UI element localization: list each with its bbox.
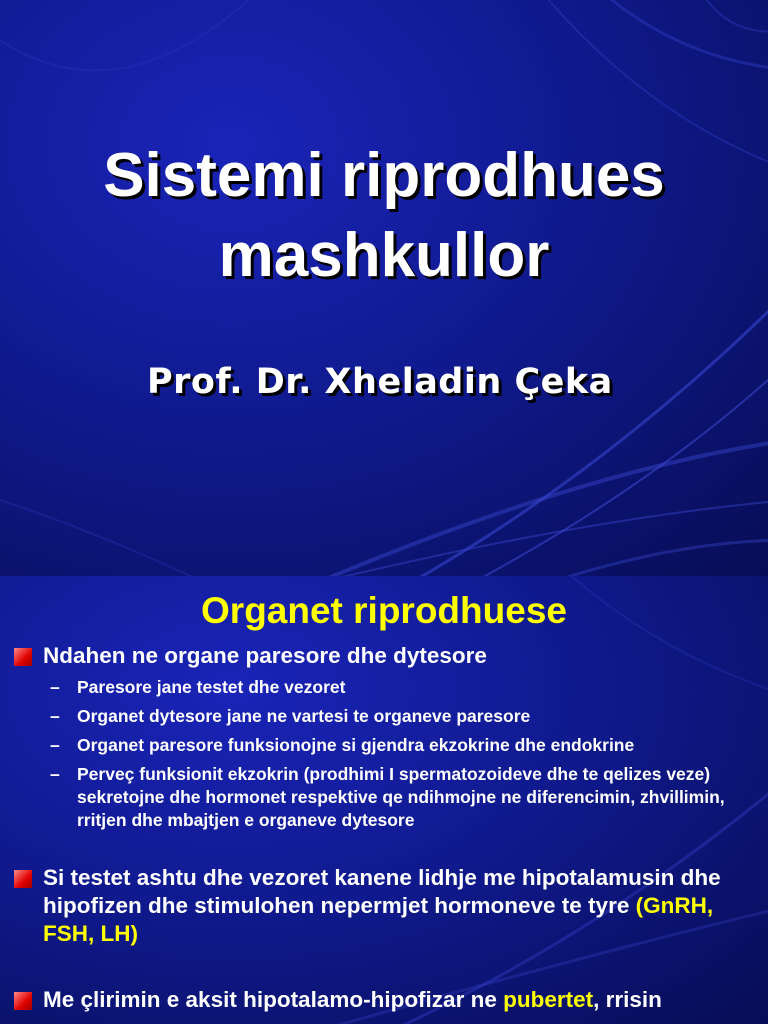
sub-bullet-2: Organet dytesore jane ne vartesi te organeve paresore [77, 706, 531, 726]
sub-bullet-1: Paresore jane testet dhe vezoret [77, 677, 346, 697]
slide-title-line2: mashkullor [218, 221, 550, 290]
bullet-1: Ndahen ne organe paresore dhe dytesore [43, 643, 487, 668]
sub-bullet-4: Perveç funksionit ekzokrin (prodhimi I spermatozoideve dhe te qelizes veze) sekretojne dhe hormonet respektive qe ndihmojne ne diferencimin, zhvillimin, rritjen dhe mbajtjen e organeve dytesore [77, 764, 725, 830]
dash-marker: – [50, 764, 60, 784]
sub-bullet-3: Organet paresore funksionojne si gjendra ekzokrine dhe endokrine [77, 735, 635, 755]
author-name: Prof. Dr. Xheladin Çeka [147, 362, 613, 402]
dash-marker: – [50, 735, 60, 755]
dash-marker: – [50, 677, 60, 697]
dash-marker: – [50, 706, 60, 726]
bullet-marker-icon [14, 870, 32, 888]
bullet-marker-icon [14, 992, 32, 1010]
bullet-3-text: Me çlirimin e aksit hipotalamo-hipofizar ne [43, 987, 497, 1012]
bullet-2 [43, 864, 763, 948]
slide-title [0, 136, 768, 296]
bullet-3 [43, 986, 763, 1014]
bullet-marker-icon [14, 648, 32, 666]
bullet-3-text-end: , rrisin [593, 987, 662, 1012]
bullet-3-highlight: pubertet [503, 987, 594, 1012]
slide-title-2: Organet riprodhuese [201, 590, 567, 631]
content-slide [0, 576, 768, 1024]
bullet-2-text: Si testet ashtu dhe vezoret kanene lidhje me hipotalamusin dhe hipofizen dhe stimulohen nepermjet hormoneve te tyre [43, 865, 721, 918]
bullet-2-highlight: (GnRH, FSH, LH) [43, 893, 714, 946]
slide-title-line1: Sistemi riprodhues [103, 141, 665, 210]
